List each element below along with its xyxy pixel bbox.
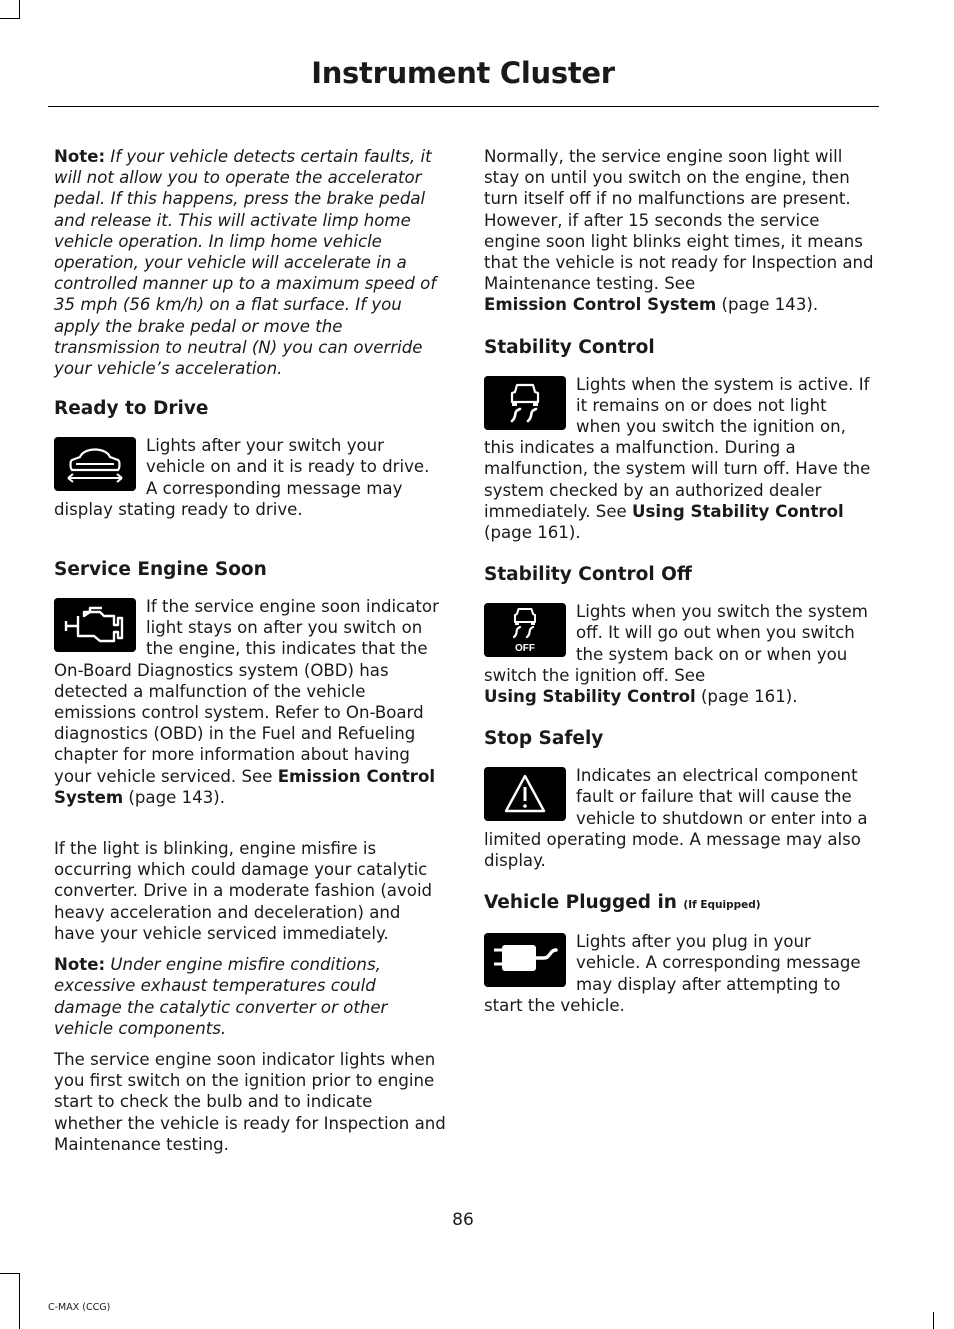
heading-stop-safely: Stop Safely [484,728,604,750]
indicator-bulb-text: The service engine soon indicator lights when you first switch on the ignition prior to engine start to check the bulb and to indicate whether the vehicle is ready for Inspection and Maintenance testing. [54,1049,446,1154]
heading-stability-control-off: Stability Control Off [484,564,692,586]
note-misfire: Note: Under engine misfire conditions, excessive exhaust temperatures could damage the catalytic converter or other vehicle components. [54,955,388,1038]
plug-icon [484,933,566,987]
footer-code: C-MAX (CCG) [48,1302,111,1313]
vehicle-plugged-text: Lights after you plug in your vehicle. A corresponding message may display after attempting to start the vehicle. [484,932,861,1015]
page-title: Instrument Cluster [311,56,615,90]
crop-mark [933,1312,934,1329]
link-using-stability-control[interactable]: Using Stability Control [632,501,844,521]
heading-service-engine-soon: Service Engine Soon [54,559,267,581]
crop-mark [19,1273,20,1329]
right-column [484,146,876,1036]
off-label: OFF [515,643,535,655]
link-using-stability-control[interactable]: Using Stability Control [484,687,696,707]
service-engine-text: If the service engine soon indicator light stays on after you switch on the engine, this indicates that the On-Board Diagnostics system (OBD) has detected a malfunction of the vehicle emissions control system. Refer to On-Board diagnostics (OBD) in the Fuel and Refueling chapter for more information about having your vehicle serviced. See Emission Control System (page 143). [54,597,439,807]
engine-icon [54,598,136,652]
stability-off-text: Lights when you switch the system off. It will go out when you switch the system back on or when you switch the ignition off. See Using Stability Control (page 161). [484,602,868,707]
crop-mark [0,18,19,19]
heading-vehicle-plugged-in: Vehicle Plugged in (If Equipped) [484,892,761,914]
stability-control-off-icon [484,603,566,657]
blinking-text: If the light is blinking, engine misfire is occurring which could damage your catalytic converter. Drive in a moderate fashion (avoid heavy acceleration and deceleration) and have your vehicle serviced immediately. [54,839,433,943]
page-number: 86 [452,1210,474,1230]
link-emission-control[interactable]: Emission Control System [54,766,436,807]
ready-to-drive-icon [54,437,136,491]
heading-stability-control: Stability Control [484,336,655,358]
stability-control-icon [484,376,566,430]
stop-safely-text: Indicates an electrical component fault or failure that will cause the vehicle to shutdown or enter into a limited operating mode. A message may also display. [484,766,868,871]
link-emission-control[interactable]: Emission Control System [484,295,717,315]
crop-mark [0,1273,19,1274]
heading-ready-to-drive: Ready to Drive [54,398,209,420]
ready-to-drive-text: Lights after your switch your vehicle on and it is ready to drive. A corresponding message may display stating ready to drive. [54,436,430,519]
crop-mark [19,0,20,19]
left-column [54,146,446,1165]
service-light-intro: Normally, the service engine soon light will stay on until you switch on the engine, then turn itself off if no malfunctions are present. However, if after 15 seconds the service engine soon light blinks eight times, it means that the vehicle is not ready for Inspection and Maintenance testing. See Emission Control System (page 143). [484,147,874,315]
note-limp-home: Note: If your vehicle detects certain faults, it will not allow you to operate the accelerator pedal. If this happens, press the brake pedal and release it. This will activate limp home vehicle operation. In limp home vehicle operation, your vehicle will accelerate in a controlled manner up to a maximum speed of 35 mph (56 km/h) on a flat surface. If you apply the brake pedal or move the transmission to neutral (N) you can override your vehicle’s acceleration. [54,147,437,379]
stability-control-text: Lights when the system is active. If it remains on or does not light when you switch the ignition on, this indicates a malfunction. During a malfunction, the system will turn off. Have the system checked by an authorized dealer immediately. See Using Stability Control (page 161). [484,374,871,543]
title-rule [48,106,879,107]
warning-triangle-icon [484,767,566,821]
